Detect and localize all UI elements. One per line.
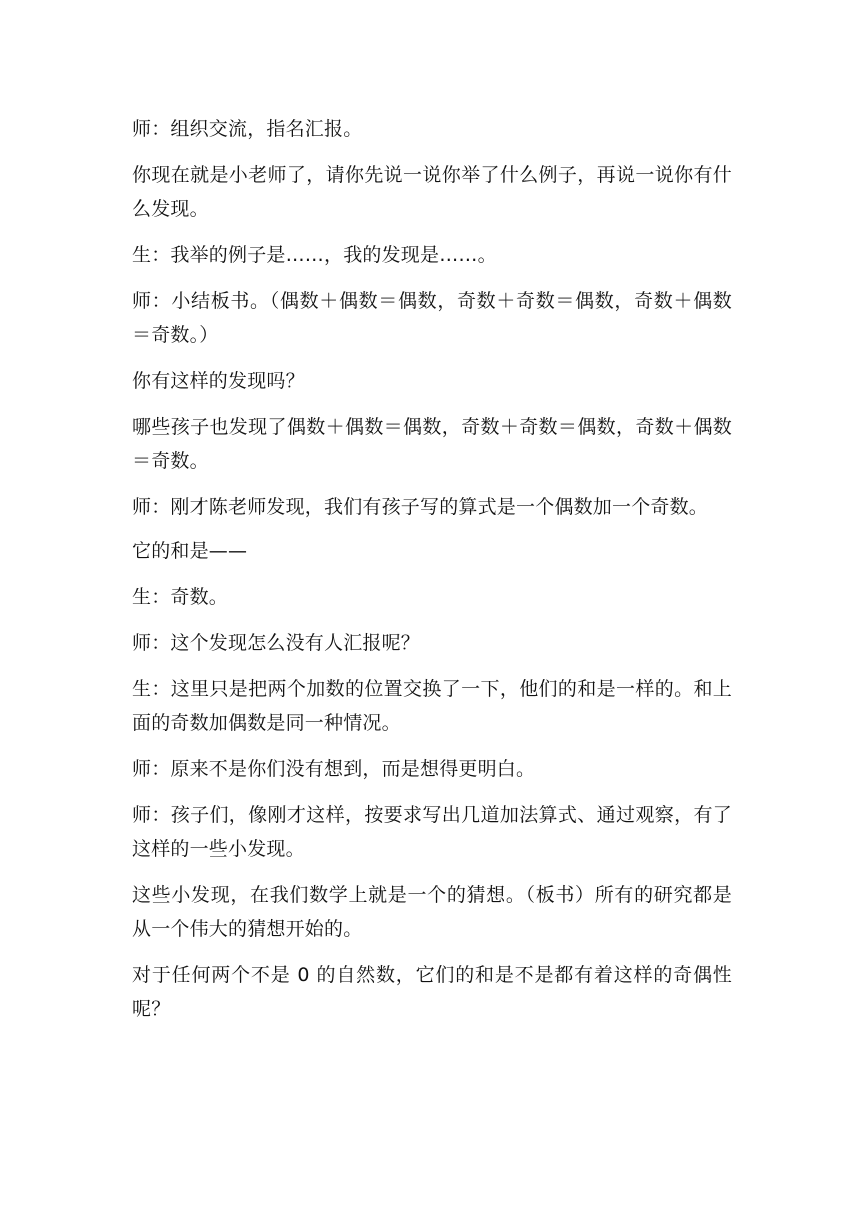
paragraph-4: 师：小结板书。（偶数＋偶数＝偶数，奇数＋奇数＝偶数，奇数＋偶数＝奇数。） bbox=[132, 290, 732, 346]
paragraph-2: 你现在就是小老师了，请你先说一说你举了什么例子，再说一说你有什么发现。 bbox=[132, 164, 732, 220]
paragraph-12: 师：原来不是你们没有想到，而是想得更明白。 bbox=[132, 758, 536, 780]
paragraph-15: 对于任何两个不是 0 的自然数，它们的和是不是都有着这样的奇偶性呢？ bbox=[132, 964, 732, 1020]
paragraph-9: 生：奇数。 bbox=[132, 586, 229, 608]
paragraph-8: 它的和是—— bbox=[132, 540, 248, 562]
paragraph-14: 这些小发现，在我们数学上就是一个的猜想。（板书）所有的研究都是从一个伟大的猜想开始的。 bbox=[132, 884, 732, 940]
paragraph-7: 师：刚才陈老师发现，我们有孩子写的算式是一个偶数加一个奇数。 bbox=[132, 496, 709, 518]
paragraph-13: 师：孩子们，像刚才这样，按要求写出几道加法算式、通过观察，有了这样的一些小发现。 bbox=[132, 804, 732, 860]
paragraph-3: 生：我举的例子是……，我的发现是……。 bbox=[132, 244, 497, 266]
document-body bbox=[132, 112, 732, 1038]
paragraph-5: 你有这样的发现吗？ bbox=[132, 370, 305, 392]
paragraph-1: 师：组织交流，指名汇报。 bbox=[132, 118, 363, 140]
paragraph-10: 师：这个发现怎么没有人汇报呢？ bbox=[132, 632, 421, 654]
paragraph-11: 生：这里只是把两个加数的位置交换了一下，他们的和是一样的。和上面的奇数加偶数是同一种情况。 bbox=[132, 678, 732, 734]
paragraph-6: 哪些孩子也发现了偶数＋偶数＝偶数，奇数＋奇数＝偶数，奇数＋偶数＝奇数。 bbox=[132, 416, 732, 472]
